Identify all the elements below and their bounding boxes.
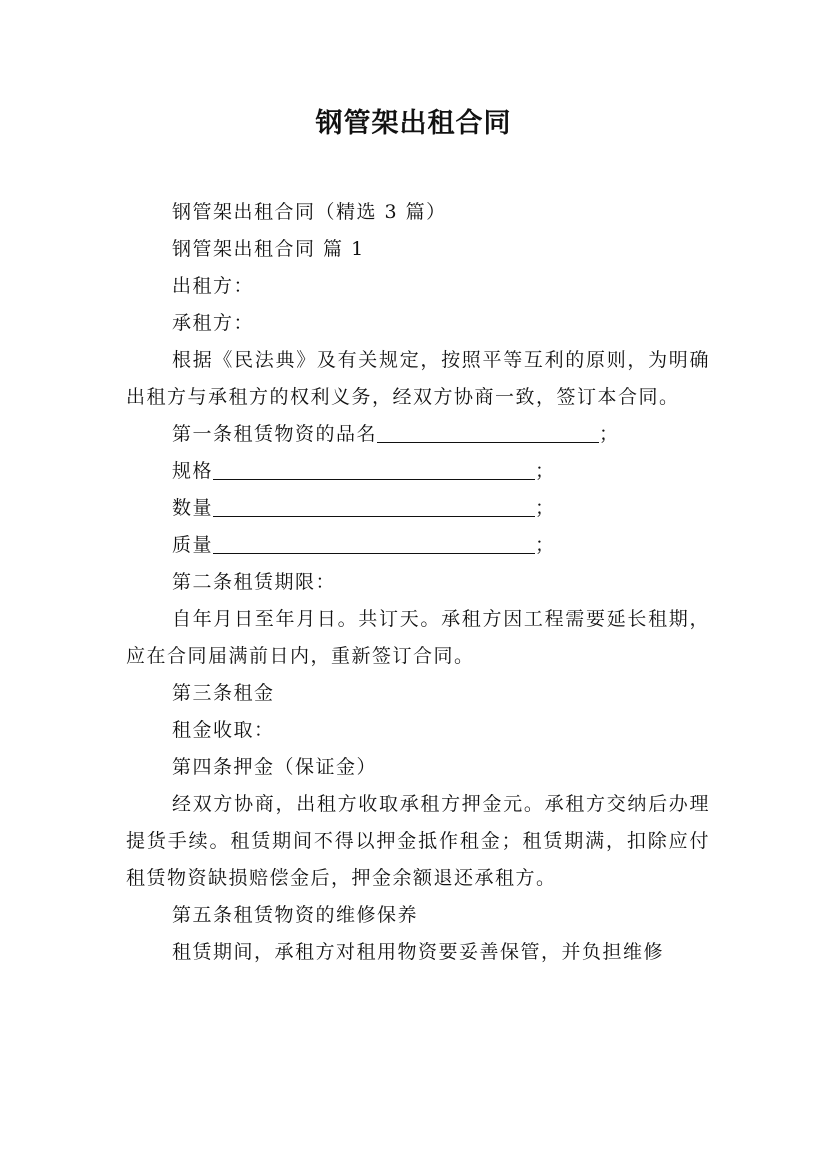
- quantity-label: 数量: [172, 497, 214, 519]
- article-2-paragraph: 自年月日至年月日。共订天。承租方因工程需要延长租期，应在合同届满前日内，重新签订合同。: [126, 608, 710, 667]
- article-5-paragraph: 租赁期间，承租方对租用物资要妥善保管，并负担维修: [172, 941, 665, 963]
- spec-line: [126, 453, 710, 490]
- rent-collection-line: 租金收取：: [172, 719, 275, 741]
- preamble-paragraph: 根据《民法典》及有关规定，按照平等互利的原则，为明确出租方与承租方的权利义务，经双方协商一致，签订本合同。: [126, 349, 710, 408]
- line-terminator: ；: [535, 534, 556, 556]
- subtitle-paragraph: 钢管架出租合同（精选 3 篇）: [172, 201, 447, 223]
- article-5-heading: 第五条租赁物资的维修保养: [172, 904, 419, 926]
- line-terminator: ；: [599, 423, 620, 445]
- quality-line: [126, 527, 710, 564]
- article-4-paragraph: 经双方协商，出租方收取承租方押金元。承租方交纳后办理提货手续。租赁期间不得以押金抵作租金；租赁期满，扣除应付租赁物资缺损赔偿金后，押金余额退还承租方。: [126, 793, 710, 889]
- line-terminator: ；: [535, 497, 556, 519]
- quantity-line: [126, 490, 710, 527]
- document-title: 钢管架出租合同: [315, 108, 512, 139]
- spec-label: 规格: [172, 460, 214, 482]
- fill-in-blank: [213, 533, 535, 554]
- fill-in-blank: [213, 496, 535, 517]
- article-1-label: 第一条租赁物资的品名: [172, 423, 378, 445]
- article-2-heading: 第二条租赁期限：: [172, 571, 337, 593]
- quality-label: 质量: [172, 534, 214, 556]
- fill-in-blank: [377, 422, 599, 443]
- lessor-line: 出租方：: [172, 275, 255, 297]
- fill-in-blank: [213, 459, 535, 480]
- lessee-line: 承租方：: [172, 312, 255, 334]
- section-heading: 钢管架出租合同 篇 1: [172, 238, 365, 260]
- article-4-heading: 第四条押金（保证金）: [172, 756, 378, 778]
- article-1-name-line: [126, 416, 710, 453]
- document-body: [126, 194, 710, 971]
- article-3-heading: 第三条租金: [172, 682, 275, 704]
- line-terminator: ；: [535, 460, 556, 482]
